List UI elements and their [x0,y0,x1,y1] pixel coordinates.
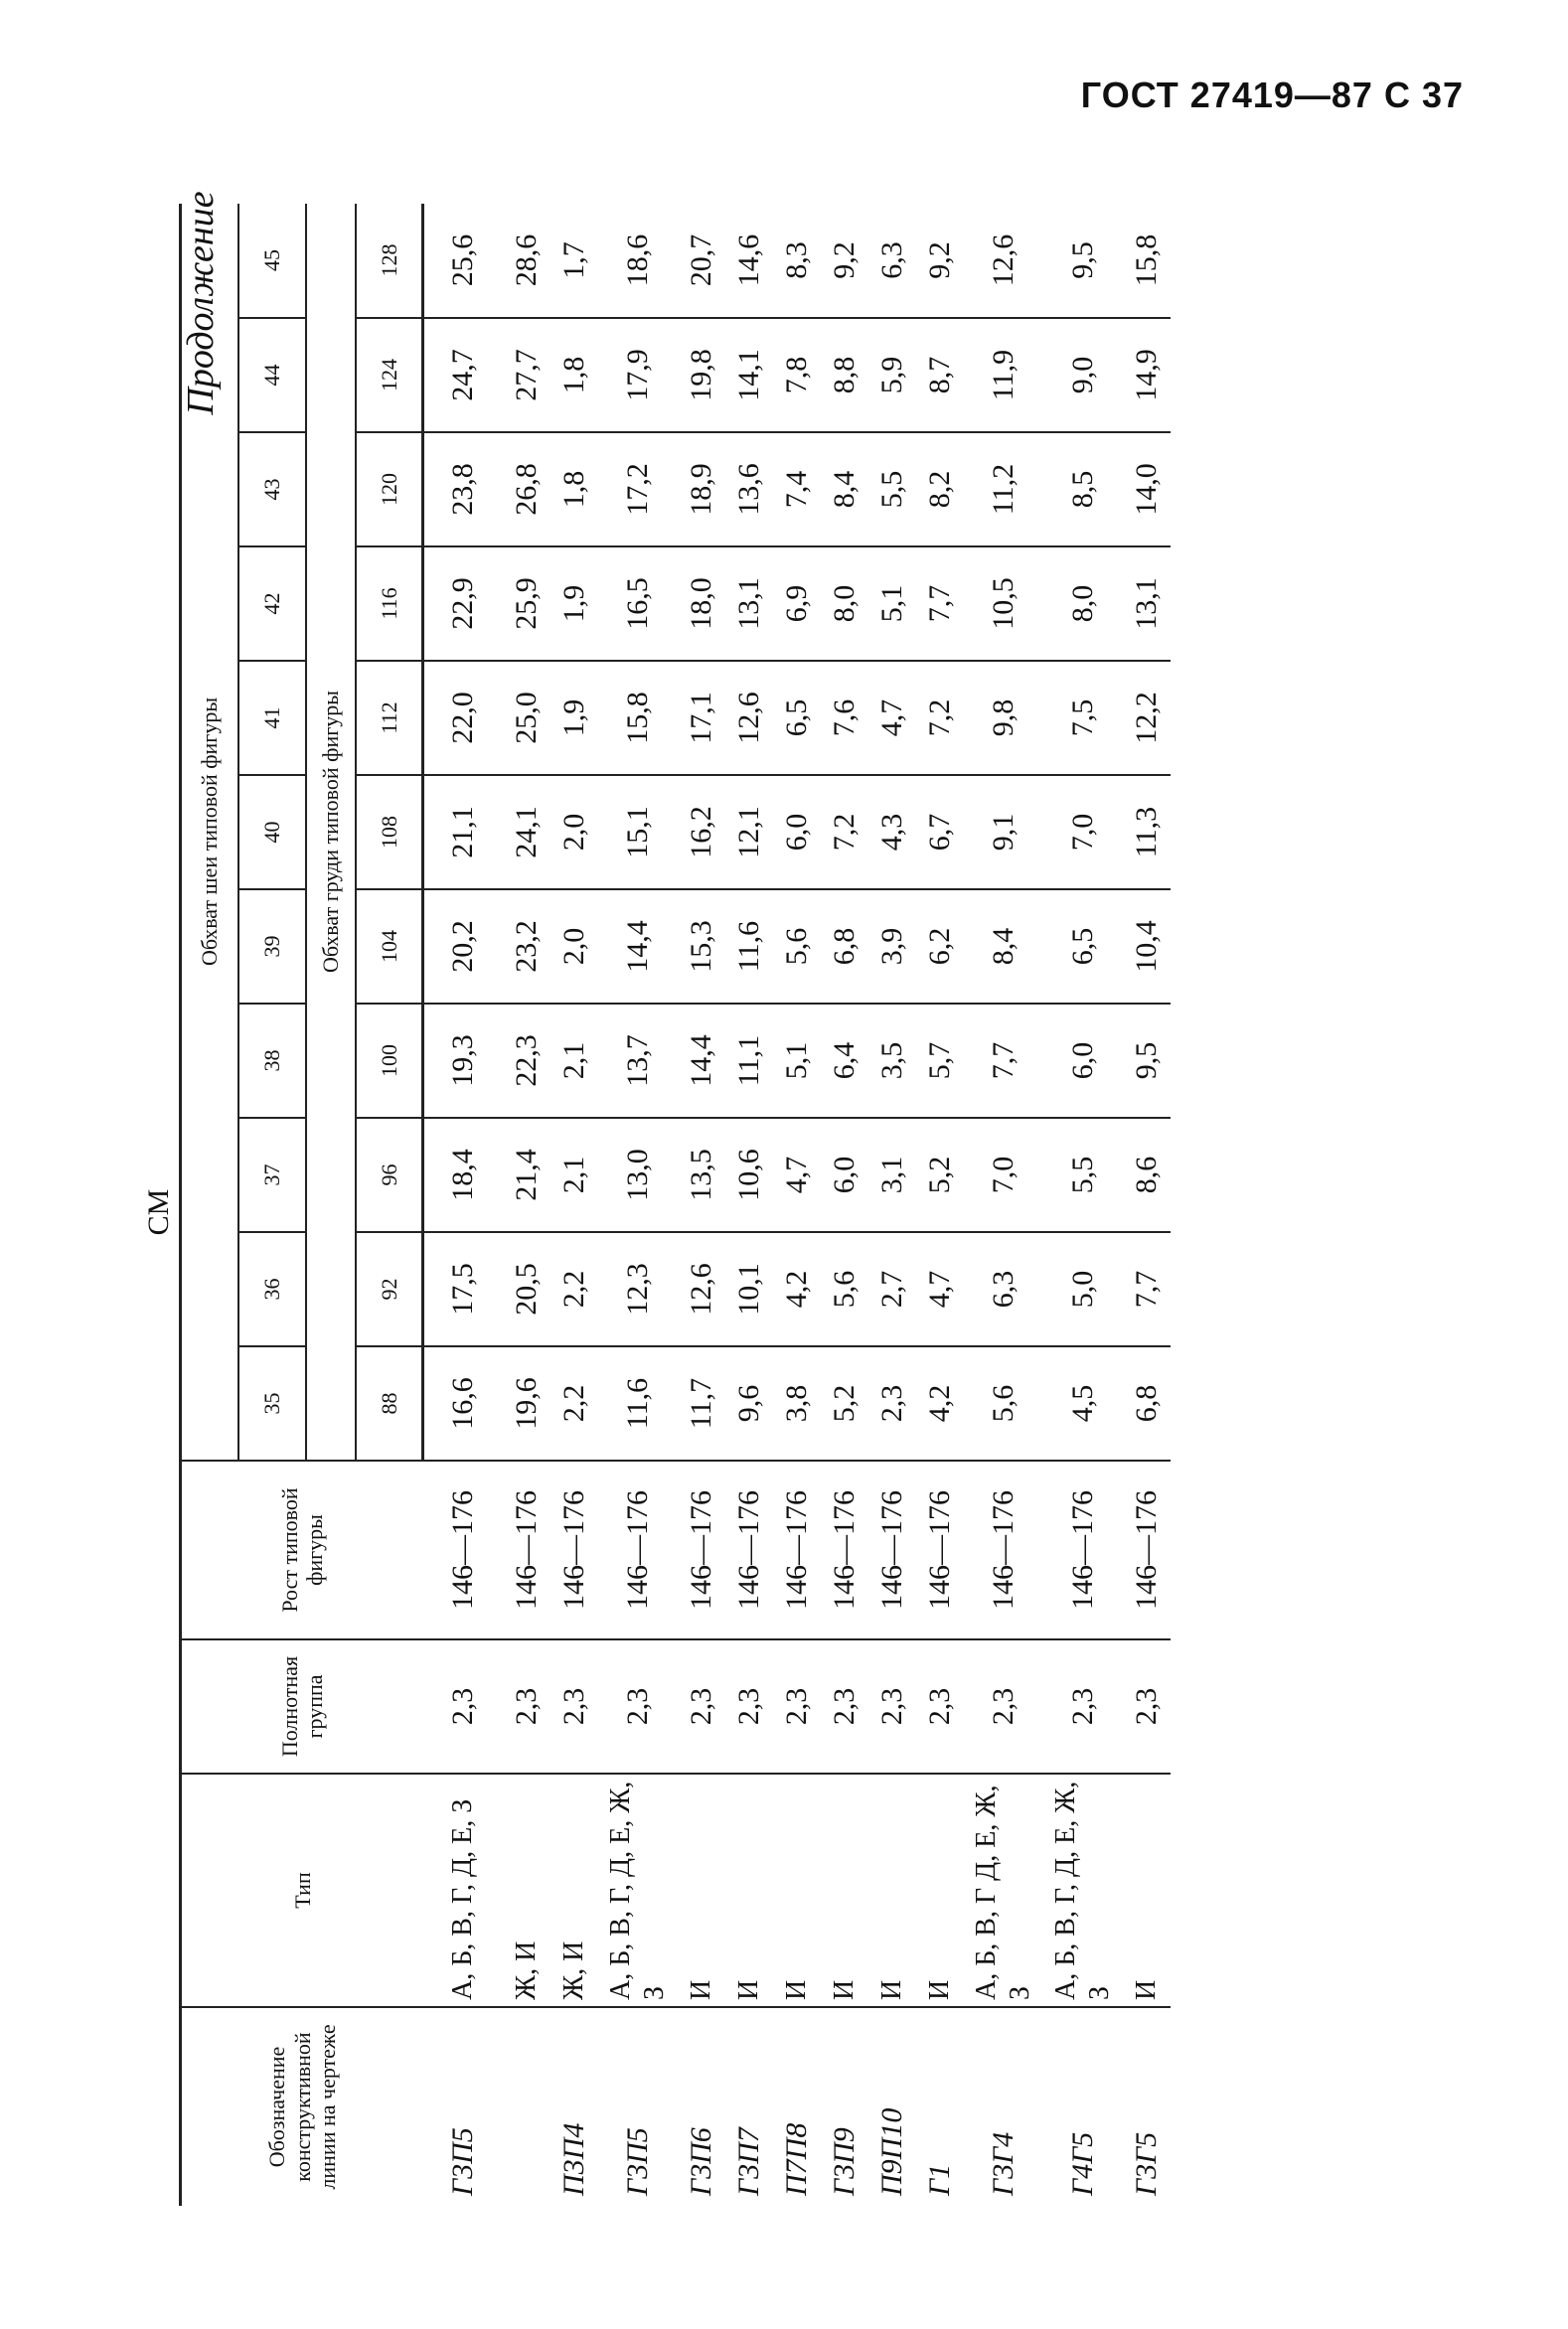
cell-height: 146—176 [598,1461,678,1639]
chest-girth-value: 100 [356,1004,423,1118]
neck-girth-value: 38 [238,1004,306,1118]
table-row [1123,204,1171,2206]
cell-designation: Г1 [922,2163,956,2196]
cell-value: 18,0 [678,546,725,661]
cell-value: 6,8 [1123,1346,1171,1461]
cell-value: 6,8 [821,889,868,1004]
cell-value: 19,8 [678,318,725,432]
cell-value: 6,2 [916,889,964,1004]
chest-girth-value: 108 [356,775,423,889]
cell-value: 6,5 [1043,889,1123,1004]
neck-girth-value: 39 [238,889,306,1004]
cell-value: 9,0 [1043,318,1123,432]
chest-girth-value: 128 [356,204,423,318]
cell-value: 8,3 [773,204,821,318]
cell-type: И [678,1774,725,2007]
cell-value: 10,1 [725,1232,773,1346]
cell-value: 26,8 [503,432,550,546]
chest-girth-value: 92 [356,1232,423,1346]
cell-value: 8,5 [1043,432,1123,546]
cell-value: 6,0 [1043,1004,1123,1118]
cell-value: 7,8 [773,318,821,432]
cell-value: 10,4 [1123,889,1171,1004]
cell-height: 146—176 [916,1461,964,1639]
cell-value: 3,9 [868,889,916,1004]
cell-value: 9,2 [916,204,964,318]
cell-value: 7,2 [916,661,964,775]
cell-height: 146—176 [550,1461,598,1639]
header-chest-girth: Обхват груди типовой фигуры [306,204,356,1461]
cell-height: 146—176 [1043,1461,1123,1639]
cell-type: И [916,1774,964,2007]
cell-value: 18,9 [678,432,725,546]
header-neck-girth: Обхват шеи типовой фигуры [181,204,238,1461]
cell-value: 12,1 [725,775,773,889]
rotated-table-container [179,209,1431,2206]
cell-value: 9,8 [964,661,1043,775]
cell-value: 20,7 [678,204,725,318]
cell-value: 14,1 [725,318,773,432]
table-row [916,204,964,2206]
cell-value: 24,7 [423,318,503,432]
neck-girth-value: 35 [238,1346,306,1461]
cell-value: 6,9 [773,546,821,661]
neck-girth-value: 36 [238,1232,306,1346]
cell-value: 15,3 [678,889,725,1004]
cell-designation: Г3Г4 [986,2131,1019,2196]
cell-value: 22,0 [423,661,503,775]
cell-height: 146—176 [868,1461,916,1639]
cell-type: А, Б, В, Г Д, Е, Ж, З [964,1774,1043,2007]
cell-designation: П3П4 [556,2122,590,2196]
table-row [773,204,821,2206]
cell-fullness-group: 2,3 [725,1639,773,1774]
cell-value: 4,3 [868,775,916,889]
cell-fullness-group: 2,3 [678,1639,725,1774]
neck-girth-value: 43 [238,432,306,546]
cell-value: 12,6 [964,204,1043,318]
cell-value: 21,1 [423,775,503,889]
cell-value: 4,2 [773,1232,821,1346]
cell-value: 2,2 [550,1232,598,1346]
cell-value: 14,0 [1123,432,1171,546]
cell-value: 5,1 [773,1004,821,1118]
cell-type: И [821,1774,868,2007]
table-row [1043,204,1123,2206]
cell-value: 11,3 [1123,775,1171,889]
cell-value: 5,2 [916,1118,964,1232]
cell-value: 20,2 [423,889,503,1004]
cell-value: 7,4 [773,432,821,546]
neck-girth-value: 41 [238,661,306,775]
cell-value: 12,6 [725,661,773,775]
cell-value: 2,1 [550,1118,598,1232]
table-row [598,204,678,2206]
table-row [964,204,1043,2206]
cell-value: 10,5 [964,546,1043,661]
cell-value: 23,2 [503,889,550,1004]
cell-value: 25,9 [503,546,550,661]
cell-designation: Г3П5 [445,2127,479,2196]
cell-fullness-group: 2,3 [916,1639,964,1774]
cell-value: 27,7 [503,318,550,432]
cell-value: 8,7 [916,318,964,432]
cell-height: 146—176 [964,1461,1043,1639]
cell-type: И [725,1774,773,2007]
cell-value: 9,1 [964,775,1043,889]
cell-value: 4,7 [916,1232,964,1346]
cell-value: 20,5 [503,1232,550,1346]
cell-height: 146—176 [503,1461,550,1639]
cell-type: И [868,1774,916,2007]
cell-type: Ж, И [550,1774,598,2007]
cell-value: 11,6 [598,1346,678,1461]
cell-value: 7,0 [964,1118,1043,1232]
cell-value: 13,5 [678,1118,725,1232]
header-designation: Обозначение конструктивной линии на чертеже [181,2007,423,2206]
cell-height: 146—176 [821,1461,868,1639]
cell-fullness-group: 2,3 [1043,1639,1123,1774]
unit-label: СМ [142,1188,175,1236]
cell-value: 1,8 [550,432,598,546]
continuation-label: Продолжение [180,191,222,415]
cell-value: 13,6 [725,432,773,546]
table-row [423,204,503,2206]
cell-designation [503,2007,550,2206]
cell-value: 9,5 [1043,204,1123,318]
cell-value: 21,4 [503,1118,550,1232]
cell-designation: Г3Г5 [1129,2131,1163,2196]
cell-value: 5,6 [964,1346,1043,1461]
cell-value: 17,1 [678,661,725,775]
cell-value: 8,0 [821,546,868,661]
cell-value: 4,2 [916,1346,964,1461]
cell-value: 3,5 [868,1004,916,1118]
cell-fullness-group: 2,3 [868,1639,916,1774]
cell-value: 1,9 [550,661,598,775]
cell-type: Ж, И [503,1774,550,2007]
cell-value: 7,0 [1043,775,1123,889]
cell-value: 11,1 [725,1004,773,1118]
cell-height: 146—176 [773,1461,821,1639]
cell-value: 11,6 [725,889,773,1004]
cell-value: 18,6 [598,204,678,318]
cell-value: 5,9 [868,318,916,432]
cell-designation: Г3П6 [684,2127,717,2196]
chest-girth-value: 96 [356,1118,423,1232]
cell-value: 17,2 [598,432,678,546]
cell-value: 2,2 [550,1346,598,1461]
cell-value: 5,5 [1043,1118,1123,1232]
cell-value: 12,6 [678,1232,725,1346]
cell-value: 6,3 [964,1232,1043,1346]
cell-value: 11,2 [964,432,1043,546]
cell-value: 1,8 [550,318,598,432]
cell-value: 15,8 [598,661,678,775]
cell-value: 5,6 [821,1232,868,1346]
cell-value: 12,2 [1123,661,1171,775]
cell-fullness-group: 2,3 [503,1639,550,1774]
cell-value: 8,2 [916,432,964,546]
cell-value: 19,3 [423,1004,503,1118]
cell-value: 14,9 [1123,318,1171,432]
cell-value: 14,4 [678,1004,725,1118]
cell-value: 11,7 [678,1346,725,1461]
cell-value: 8,4 [821,432,868,546]
table-row [503,204,550,2206]
chest-girth-value: 116 [356,546,423,661]
cell-value: 13,0 [598,1118,678,1232]
cell-value: 6,0 [821,1118,868,1232]
cell-value: 8,6 [1123,1118,1171,1232]
cell-value: 8,8 [821,318,868,432]
cell-fullness-group: 2,3 [821,1639,868,1774]
cell-value: 8,0 [1043,546,1123,661]
cell-value: 1,9 [550,546,598,661]
cell-designation: Г3П9 [827,2127,861,2196]
cell-designation: Г4Г5 [1065,2131,1099,2196]
neck-girth-value: 42 [238,546,306,661]
cell-value: 10,6 [725,1118,773,1232]
cell-value: 2,3 [868,1346,916,1461]
cell-value: 6,0 [773,775,821,889]
cell-value: 17,9 [598,318,678,432]
table-row [868,204,916,2206]
cell-value: 4,7 [773,1118,821,1232]
cell-fullness-group: 2,3 [964,1639,1043,1774]
cell-value: 4,7 [868,661,916,775]
chest-girth-value: 120 [356,432,423,546]
chest-girth-value: 124 [356,318,423,432]
cell-fullness-group: 2,3 [423,1639,503,1774]
header-height: Рост типовой фигуры [181,1461,423,1639]
cell-value: 25,0 [503,661,550,775]
cell-fullness-group: 2,3 [773,1639,821,1774]
cell-type: А, Б, В, Г, Д, Е, З [423,1774,503,2007]
cell-value: 18,4 [423,1118,503,1232]
cell-value: 7,7 [964,1004,1043,1118]
cell-value: 25,6 [423,204,503,318]
cell-value: 15,1 [598,775,678,889]
cell-type: А, Б, В, Г, Д, Е, Ж, З [1043,1774,1123,2007]
cell-fullness-group: 2,3 [598,1639,678,1774]
cell-type: И [1123,1774,1171,2007]
table-row [550,204,598,2206]
cell-value: 5,6 [773,889,821,1004]
cell-designation: Г3П7 [731,2127,765,2196]
cell-value: 4,5 [1043,1346,1123,1461]
neck-girth-value: 40 [238,775,306,889]
cell-value: 15,8 [1123,204,1171,318]
cell-value: 3,1 [868,1118,916,1232]
cell-value: 7,5 [1043,661,1123,775]
cell-value: 13,1 [725,546,773,661]
neck-girth-value: 44 [238,318,306,432]
cell-value: 5,7 [916,1004,964,1118]
cell-value: 9,6 [725,1346,773,1461]
chest-girth-value: 112 [356,661,423,775]
cell-value: 6,5 [773,661,821,775]
cell-designation: П7П8 [779,2122,813,2196]
cell-height: 146—176 [678,1461,725,1639]
cell-designation: Г3П5 [620,2127,654,2196]
cell-value: 6,3 [868,204,916,318]
cell-height: 146—176 [423,1461,503,1639]
cell-value: 17,5 [423,1232,503,1346]
cell-value: 22,9 [423,546,503,661]
cell-value: 7,2 [821,775,868,889]
cell-height: 146—176 [1123,1461,1171,1639]
cell-value: 11,9 [964,318,1043,432]
cell-value: 6,4 [821,1004,868,1118]
cell-value: 2,7 [868,1232,916,1346]
page-header: ГОСТ 27419—87 С 37 [1080,75,1464,115]
cell-value: 14,4 [598,889,678,1004]
neck-girth-value: 45 [238,204,306,318]
table-row [821,204,868,2206]
cell-type: И [773,1774,821,2007]
cell-value: 5,1 [868,546,916,661]
cell-value: 23,8 [423,432,503,546]
cell-value: 5,0 [1043,1232,1123,1346]
cell-value: 19,6 [503,1346,550,1461]
measurements-table [179,204,1171,2206]
chest-girth-value: 104 [356,889,423,1004]
cell-value: 2,0 [550,889,598,1004]
cell-value: 7,7 [916,546,964,661]
cell-value: 8,4 [964,889,1043,1004]
cell-value: 5,5 [868,432,916,546]
neck-girth-value: 37 [238,1118,306,1232]
header-type: Тип [181,1774,423,2007]
cell-height: 146—176 [725,1461,773,1639]
cell-value: 6,7 [916,775,964,889]
cell-value: 28,6 [503,204,550,318]
table-row [678,204,725,2206]
cell-value: 9,5 [1123,1004,1171,1118]
cell-value: 16,6 [423,1346,503,1461]
cell-designation: П9П10 [874,2107,908,2196]
cell-value: 14,6 [725,204,773,318]
cell-value: 16,5 [598,546,678,661]
cell-value: 13,7 [598,1004,678,1118]
table-row [725,204,773,2206]
cell-value: 13,1 [1123,546,1171,661]
cell-value: 9,2 [821,204,868,318]
cell-value: 22,3 [503,1004,550,1118]
cell-fullness-group: 2,3 [550,1639,598,1774]
cell-value: 2,0 [550,775,598,889]
cell-value: 7,7 [1123,1232,1171,1346]
cell-fullness-group: 2,3 [1123,1639,1171,1774]
cell-value: 12,3 [598,1232,678,1346]
cell-value: 5,2 [821,1346,868,1461]
cell-type: А, Б, В, Г, Д, Е, Ж, З [598,1774,678,2007]
cell-value: 2,1 [550,1004,598,1118]
cell-value: 7,6 [821,661,868,775]
cell-value: 16,2 [678,775,725,889]
cell-value: 3,8 [773,1346,821,1461]
header-fullness-group: Полнотная группа [181,1639,423,1774]
chest-girth-value: 88 [356,1346,423,1461]
cell-value: 24,1 [503,775,550,889]
cell-value: 1,7 [550,204,598,318]
